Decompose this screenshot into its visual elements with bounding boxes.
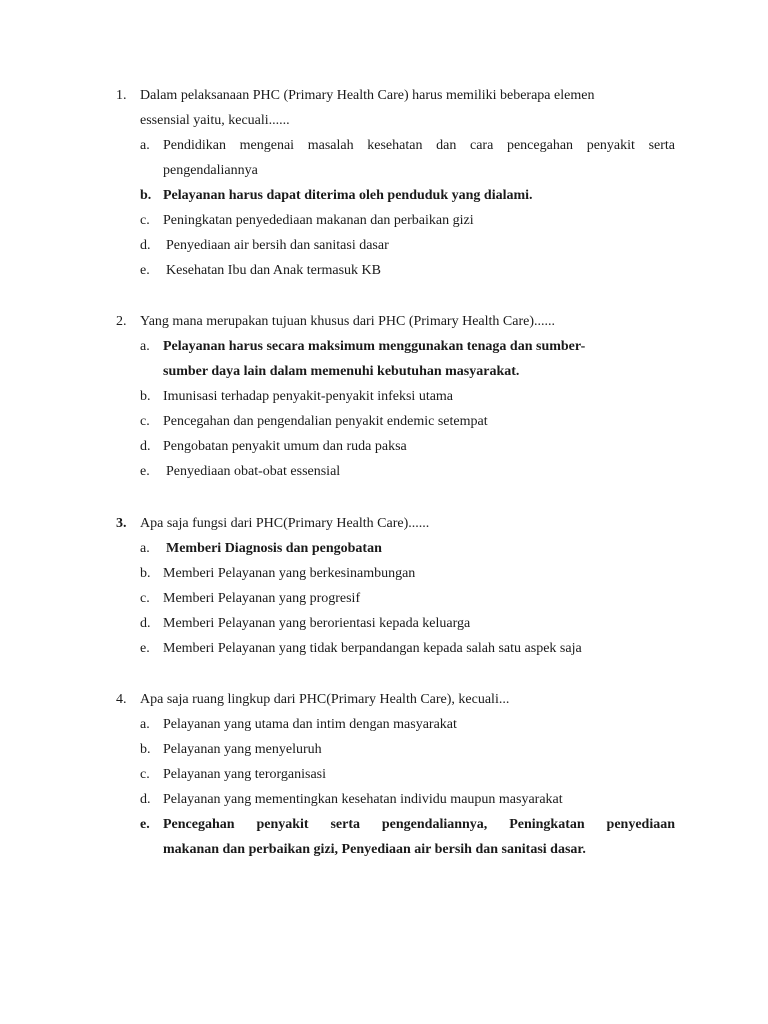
option-a bbox=[0, 712, 768, 737]
option-text: Pelayanan harus dapat diterima oleh penduduk yang dialami. bbox=[163, 188, 533, 203]
question-2 bbox=[0, 309, 768, 484]
option-letter: c. bbox=[140, 767, 150, 782]
option-text: Penyediaan air bersih dan sanitasi dasar bbox=[166, 238, 389, 253]
option-letter: e. bbox=[140, 817, 150, 832]
option-letter: c. bbox=[140, 213, 150, 228]
question-3 bbox=[0, 511, 768, 661]
option-letter: a. bbox=[140, 717, 150, 732]
question-number: 3. bbox=[116, 516, 127, 531]
option-e bbox=[0, 636, 768, 661]
option-text: Penyediaan obat-obat essensial bbox=[166, 464, 341, 479]
option-text: Memberi Pelayanan yang tidak berpandangan kepada salah satu aspek saja bbox=[163, 641, 582, 656]
option-text-continued: pengendaliannya bbox=[163, 163, 258, 178]
question-text-continued: essensial yaitu, kecuali...... bbox=[140, 113, 290, 128]
option-text: Kesehatan Ibu dan Anak termasuk KB bbox=[166, 263, 381, 278]
option-letter: c. bbox=[140, 591, 150, 606]
option-c bbox=[0, 409, 768, 434]
option-text: Pelayanan yang terorganisasi bbox=[163, 767, 327, 782]
option-text: Memberi Pelayanan yang progresif bbox=[163, 591, 361, 606]
option-b bbox=[0, 183, 768, 208]
option-d bbox=[0, 233, 768, 258]
option-a bbox=[0, 334, 768, 359]
option-letter: c. bbox=[140, 414, 150, 429]
option-b bbox=[0, 561, 768, 586]
option-b bbox=[0, 384, 768, 409]
question-1 bbox=[0, 83, 768, 283]
option-text: Imunisasi terhadap penyakit-penyakit infeksi utama bbox=[163, 389, 454, 404]
option-text-continued: sumber daya lain dalam memenuhi kebutuhan masyarakat. bbox=[163, 364, 520, 379]
question-number: 4. bbox=[116, 692, 127, 707]
option-letter: a. bbox=[140, 138, 150, 153]
option-d bbox=[0, 787, 768, 812]
option-letter: e. bbox=[140, 464, 150, 479]
option-text: Memberi Pelayanan yang berkesinambungan bbox=[163, 566, 416, 581]
option-letter: d. bbox=[140, 439, 151, 454]
option-letter: b. bbox=[140, 389, 151, 404]
option-letter: d. bbox=[140, 238, 151, 253]
question-text: Apa saja fungsi dari PHC(Primary Health Care)...... bbox=[140, 516, 430, 531]
option-text: Peningkatan penyedediaan makanan dan perbaikan gizi bbox=[163, 213, 474, 228]
option-c bbox=[0, 762, 768, 787]
option-text: Pencegahan penyakit serta pengendaliannya, Peningkatan penyediaan bbox=[163, 817, 675, 832]
option-text: Pelayanan harus secara maksimum menggunakan tenaga dan sumber- bbox=[163, 339, 586, 354]
option-text: Pelayanan yang menyeluruh bbox=[163, 742, 322, 757]
option-text: Pelayanan yang mementingkan kesehatan individu maupun masyarakat bbox=[163, 792, 563, 807]
option-text: Pencegahan dan pengendalian penyakit endemic setempat bbox=[163, 414, 488, 429]
option-a bbox=[0, 133, 768, 158]
option-letter: e. bbox=[140, 641, 150, 656]
option-text: Pendidikan mengenai masalah kesehatan dan cara pencegahan penyakit serta bbox=[163, 138, 675, 153]
option-letter: a. bbox=[140, 541, 150, 556]
option-d bbox=[0, 611, 768, 636]
option-text-continued: makanan dan perbaikan gizi, Penyediaan air bersih dan sanitasi dasar. bbox=[163, 842, 586, 857]
option-d bbox=[0, 434, 768, 459]
option-letter: d. bbox=[140, 792, 151, 807]
question-number: 1. bbox=[116, 88, 127, 103]
option-e bbox=[0, 812, 768, 837]
option-letter: b. bbox=[140, 742, 151, 757]
option-a bbox=[0, 536, 768, 561]
question-4 bbox=[0, 687, 768, 862]
option-letter: e. bbox=[140, 263, 150, 278]
option-letter: d. bbox=[140, 616, 151, 631]
option-letter: b. bbox=[140, 566, 151, 581]
question-text: Apa saja ruang lingkup dari PHC(Primary Health Care), kecuali... bbox=[140, 692, 510, 707]
option-c bbox=[0, 586, 768, 611]
option-text: Pelayanan yang utama dan intim dengan masyarakat bbox=[163, 717, 457, 732]
option-e bbox=[0, 459, 768, 484]
option-letter: b. bbox=[140, 188, 152, 203]
question-number: 2. bbox=[116, 314, 127, 329]
option-e bbox=[0, 258, 768, 283]
question-text: Dalam pelaksanaan PHC (Primary Health Care) harus memiliki beberapa elemen bbox=[140, 88, 595, 103]
option-b bbox=[0, 737, 768, 762]
option-text: Memberi Diagnosis dan pengobatan bbox=[166, 541, 382, 556]
option-text: Memberi Pelayanan yang berorientasi kepada keluarga bbox=[163, 616, 471, 631]
option-text: Pengobatan penyakit umum dan ruda paksa bbox=[163, 439, 407, 454]
question-text: Yang mana merupakan tujuan khusus dari PHC (Primary Health Care)...... bbox=[140, 314, 555, 329]
option-letter: a. bbox=[140, 339, 150, 354]
option-c bbox=[0, 208, 768, 233]
